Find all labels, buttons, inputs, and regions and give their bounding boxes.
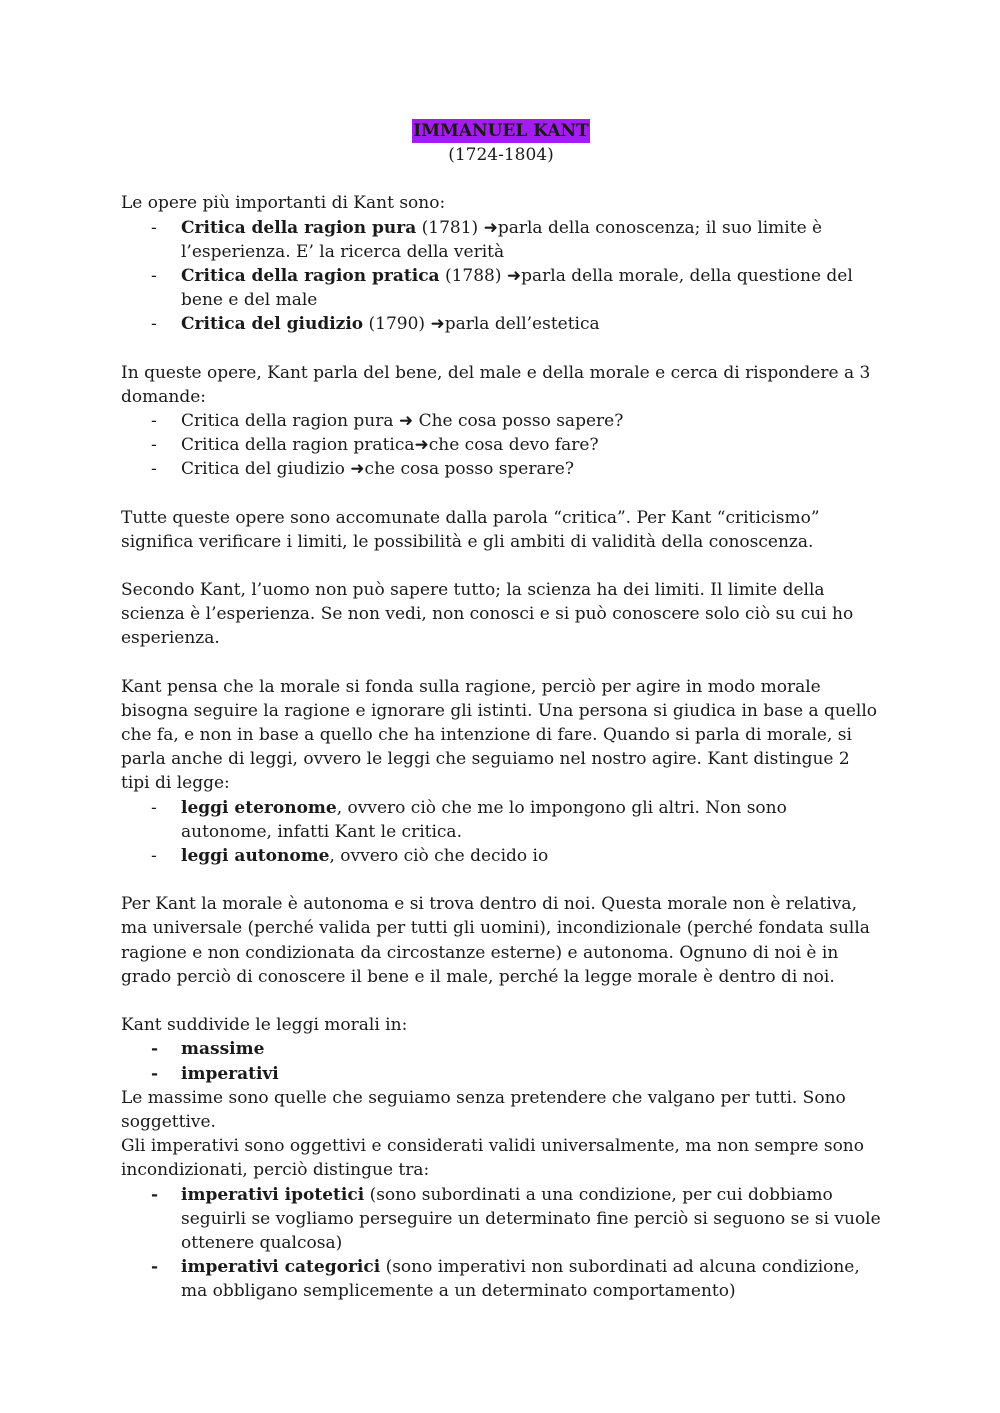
- list-item: [121, 1255, 881, 1303]
- imperative-description: (sono subordinati a una condizione, per cui dobbiamo seguirli se vogliamo perseguire un determinato fine perciò si seguono se si vuole ottenere qualcosa): [181, 1184, 881, 1253]
- dash-bullet: -: [151, 411, 157, 432]
- dash-bullet: -: [151, 1063, 159, 1084]
- list-item: [121, 216, 881, 264]
- dash-bullet: -: [151, 846, 157, 867]
- document-title: IMMANUEL KANT: [412, 119, 589, 143]
- laws-list: [121, 796, 881, 869]
- question-text: Critica del giudizio ➜che cosa posso sperare?: [181, 459, 574, 480]
- law-description: , ovvero ciò che me lo impongono gli altri. Non sono autonome, infatti Kant le critica.: [181, 797, 787, 842]
- moral-type-term: imperativi: [181, 1063, 279, 1084]
- limiti-paragraph: Secondo Kant, l’uomo non può sapere tutto; la scienza ha dei limiti. Il limite della scienza è l’esperienza. Se non vedi, non conosci e si può conoscere solo ciò su cui ho esperienza.: [121, 580, 854, 649]
- morale-paragraph: Kant pensa che la morale si fonda sulla ragione, perciò per agire in modo morale bisogna seguire la ragione e ignorare gli istinti. Una persona si giudica in base a quello che fa, e non in base a quello che ha intenzione di fare. Quando si parla di morale, si parla anche di leggi, ovvero le leggi che seguiamo nel nostro agire. Kant distingue 2 tipi di legge:: [121, 676, 878, 794]
- list-item: [121, 1183, 881, 1256]
- questions-list: [121, 409, 881, 482]
- dash-bullet: -: [151, 1257, 159, 1278]
- imperatives-list: [121, 1183, 881, 1304]
- list-item: [121, 264, 881, 312]
- dash-bullet: -: [151, 459, 157, 480]
- list-item: [121, 844, 881, 868]
- list-item: [121, 457, 881, 481]
- list-item: [121, 1037, 881, 1061]
- list-item: [121, 433, 881, 457]
- title-block: [121, 119, 881, 167]
- document-page: [121, 119, 881, 1304]
- dash-bullet: -: [151, 314, 157, 335]
- dash-bullet: -: [151, 797, 157, 818]
- massime-paragraph: Le massime sono quelle che seguiamo senza pretendere che valgano per tutti. Sono soggettive.: [121, 1087, 846, 1132]
- dash-bullet: -: [151, 266, 157, 287]
- list-item: [121, 796, 881, 844]
- intro-paragraph: Le opere più importanti di Kant sono:: [121, 193, 446, 214]
- work-description: (1788) ➜parla della morale, della questione del bene e del male: [181, 266, 853, 311]
- work-title: Critica del giudizio: [181, 314, 364, 335]
- work-title: Critica della ragion pura: [181, 217, 417, 238]
- document-dates: (1724-1804): [448, 145, 554, 166]
- dash-bullet: -: [151, 1184, 159, 1205]
- imperative-term: imperativi ipotetici: [181, 1184, 365, 1205]
- imperativi-paragraph: Gli imperativi sono oggettivi e considerati validi universalmente, ma non sempre sono incondizionati, perciò distingue tra:: [121, 1136, 864, 1181]
- questions-intro: In queste opere, Kant parla del bene, del male e della morale e cerca di rispondere a 3 domande:: [121, 362, 871, 407]
- list-item: [121, 409, 881, 433]
- list-item: [121, 1062, 881, 1086]
- dash-bullet: -: [151, 1039, 159, 1060]
- law-term: leggi eteronome: [181, 797, 337, 818]
- work-title: Critica della ragion pratica: [181, 266, 440, 287]
- law-term: leggi autonome: [181, 846, 330, 867]
- moral-type-term: massime: [181, 1039, 265, 1060]
- suddivide-intro: Kant suddivide le leggi morali in:: [121, 1015, 408, 1036]
- autonoma-paragraph: Per Kant la morale è autonoma e si trova dentro di noi. Questa morale non è relativa, ma universale (perché valida per tutti gli uomini), incondizionale (perché fondata sulla ragione e non condizionata da circostanze esterne) e autonoma. Ognuno di noi è in grado perciò di conoscere il bene e il male, perché la legge morale è dentro di noi.: [121, 894, 870, 987]
- imperative-term: imperativi categorici: [181, 1257, 381, 1278]
- dash-bullet: -: [151, 435, 157, 456]
- critica-paragraph: Tutte queste opere sono accomunate dalla parola “critica”. Per Kant “criticismo” significa verificare i limiti, le possibilità e gli ambiti di validità della conoscenza.: [121, 507, 820, 552]
- question-text: Critica della ragion pratica➜che cosa devo fare?: [181, 435, 599, 456]
- works-list: [121, 216, 881, 337]
- law-description: , ovvero ciò che decido io: [329, 846, 549, 867]
- question-text: Critica della ragion pura ➜ Che cosa posso sapere?: [181, 411, 624, 432]
- dash-bullet: -: [151, 217, 157, 238]
- work-description: (1790) ➜parla dell’estetica: [363, 314, 600, 335]
- work-description: (1781) ➜parla della conoscenza; il suo limite è l’esperienza. E’ la ricerca della verità: [181, 217, 823, 262]
- moral-types-list: [121, 1037, 881, 1085]
- list-item: [121, 312, 881, 336]
- imperative-description: (sono imperativi non subordinati ad alcuna condizione, ma obbligano semplicemente a un determinato comportamento): [181, 1257, 860, 1302]
